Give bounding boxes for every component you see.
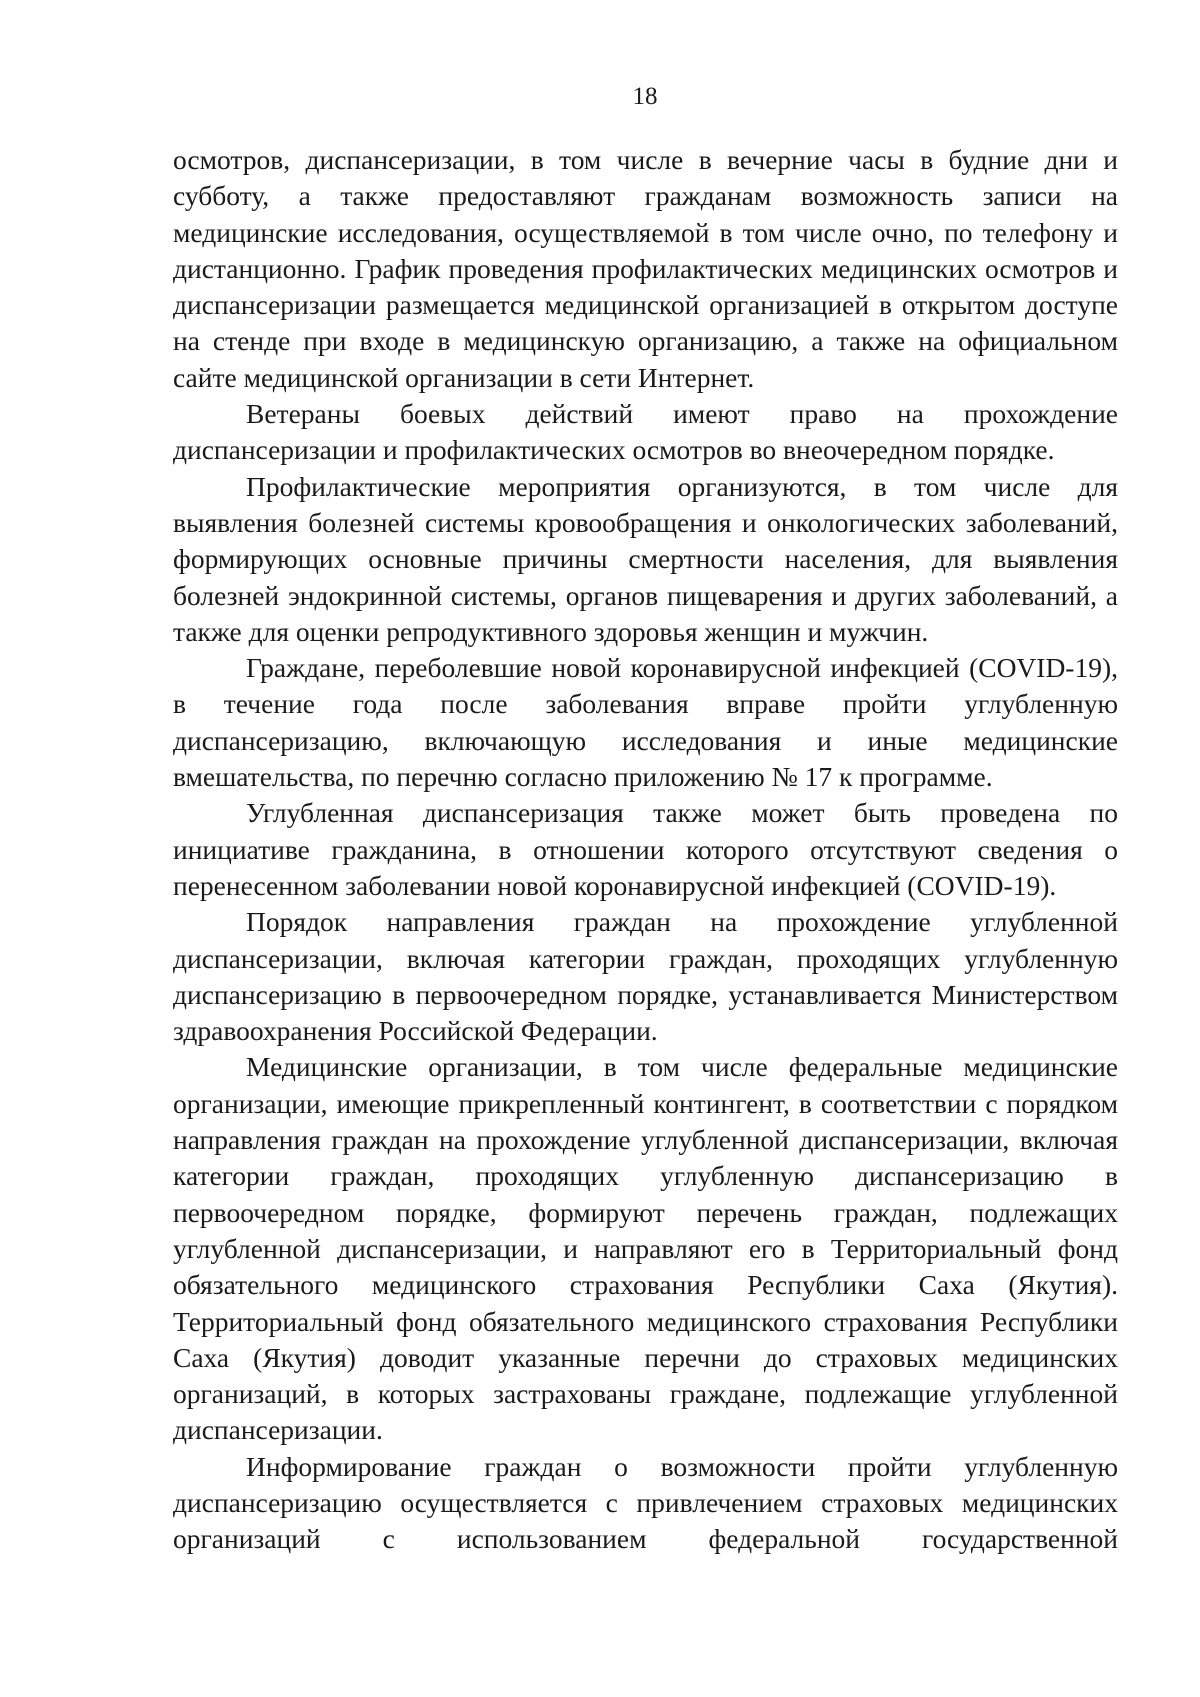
paragraph-combat-veterans: Ветераны боевых действий имеют право на прохождение диспансеризации и профилактических осмотров во внеочередном порядке. xyxy=(173,398,1118,466)
paragraph-informing-citizens: Информирование граждан о возможности пройти углубленную диспансеризацию осуществляется с привлечением страховых медицинских организаций с использованием федеральной государственной xyxy=(173,1450,1118,1555)
paragraph-referral-procedure: Порядок направления граждан на прохождение углубленной диспансеризации, включая категории граждан, проходящих углубленную диспансеризацию в первоочередном порядке, устанавливается Министерством здравоохранения Российской Федерации. xyxy=(173,906,1118,1047)
paragraph-medical-organizations: Медицинские организации, в том числе федеральные медицинские организации, имеющие прикрепленный контингент, в соответствии с порядком направления граждан на прохождение углубленной диспансеризации, включая категории граждан, проходящих углубленную диспансеризацию в первоочередном порядке, формируют перечень граждан, подлежащих углубленной диспансеризации, и направляют его в Территориальный фонд обязательного медицинского страхования Республики Саха (Якутия). Территориальный фонд обязательного медицинского страхования Республики Саха (Якутия) доводит указанные перечни до страховых медицинских организаций, в которых застрахованы граждане, подлежащие углубленной диспансеризации. xyxy=(173,1051,1118,1446)
paragraph-covid-recovered: Граждане, переболевшие новой коронавирусной инфекцией (COVID-19), в течение года после заболевания вправе пройти углубленную диспансеризацию, включающую исследования и иные медицинские вмешательства, по перечню согласно приложению № 17 к программе. xyxy=(173,652,1118,793)
document-body xyxy=(173,142,1118,1558)
paragraph-medical-exams-schedule: осмотров, диспансеризации, в том числе в вечерние часы в будние дни и субботу, а также предоставляют гражданам возможность записи на медицинские исследования, осуществляемой в том числе очно, по телефону и дистанционно. График проведения профилактических медицинских осмотров и диспансеризации размещается медицинской организацией в открытом доступе на стенде при входе в медицинскую организацию, а также на официальном сайте медицинской организации в сети Интернет. xyxy=(173,144,1118,393)
paragraph-preventive-measures: Профилактические мероприятия организуются, в том числе для выявления болезней системы кровообращения и онкологических заболеваний, формирующих основные причины смертности населения, для выявления болезней эндокринной системы, органов пищеварения и других заболеваний, а также для оценки репродуктивного здоровья женщин и мужчин. xyxy=(173,470,1118,647)
paragraph-citizen-initiative: Углубленная диспансеризация также может быть проведена по инициативе гражданина, в отношении которого отсутствуют сведения о перенесенном заболевании новой коронавирусной инфекцией (COVID-19). xyxy=(173,797,1118,901)
page-number: 18 xyxy=(632,83,658,110)
